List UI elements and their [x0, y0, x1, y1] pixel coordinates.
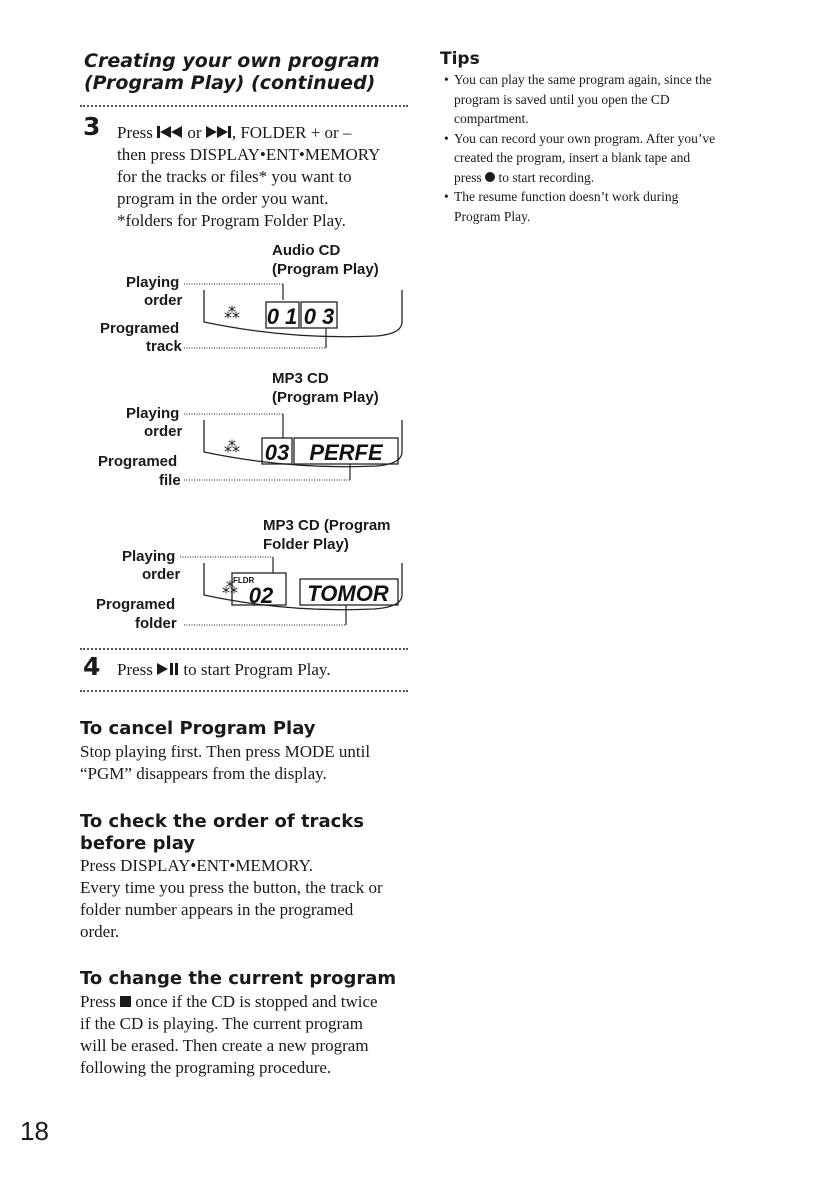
prev-track-icon	[157, 126, 183, 138]
step-3-line3: for the tracks or files* you want to	[117, 167, 352, 186]
stop-icon	[120, 996, 131, 1007]
divider-middle	[80, 648, 408, 650]
divider-bottom	[80, 690, 408, 692]
step-4-text: Press to start Program Play.	[117, 660, 331, 679]
step-3-line2: then press DISPLAY•ENT•MEMORY	[117, 145, 381, 164]
diagram-2-title: MP3 CD (Program Play)	[272, 370, 379, 406]
step-3-line4: program in the order you want.	[117, 189, 329, 208]
play-pause-icon	[157, 663, 179, 675]
tips-heading: Tips	[440, 49, 480, 69]
diagram-3-title: MP3 CD (Program Folder Play)	[263, 517, 391, 553]
step-3-number: 3	[83, 112, 101, 141]
diagram-2-lcd	[180, 408, 480, 498]
diagram-1-disc-icon: ⁂	[224, 305, 240, 322]
record-icon	[485, 172, 495, 182]
diagram-3-label-programed: Programed	[96, 596, 176, 613]
diagram-3-lcd	[176, 551, 476, 641]
cancel-heading: To cancel Program Play	[80, 718, 316, 739]
check-text: Press DISPLAY•ENT•MEMORY. Every time you press the button, the track or folder number appears in the programed order.	[80, 856, 383, 941]
page-number: 18	[20, 1116, 49, 1146]
divider-top	[80, 105, 408, 107]
diagram-3-display-indicator: FLDR	[233, 576, 255, 585]
tip-item: • The resume function doesn’t work during Program Play.	[444, 187, 784, 226]
diagram-3-label-order: order	[142, 566, 181, 583]
step-3-footnote: *folders for Program Folder Play.	[117, 211, 346, 230]
section-title-line1: Creating your own program	[84, 50, 380, 72]
tips-list	[444, 70, 784, 226]
diagram-2-display-left: 03	[264, 440, 290, 465]
diagram-3-display-left: 02	[248, 583, 274, 608]
diagram-2-label-playing: Playing	[126, 405, 180, 422]
diagram-2-label-item: file	[159, 472, 181, 489]
diagram-1-display-right: 0 3	[303, 304, 335, 329]
change-heading: To change the current program	[80, 968, 397, 989]
diagram-1-label-order: order	[144, 292, 183, 309]
step-4-number: 4	[83, 652, 101, 681]
diagram-1-label-item: track	[146, 338, 182, 355]
diagram-1-title: Audio CD (Program Play)	[272, 242, 379, 278]
diagram-3-display-right: TOMOR	[307, 581, 389, 606]
diagram-2-disc-icon: ⁂	[224, 439, 240, 456]
check-heading: To check the order of tracks before play	[80, 811, 364, 854]
diagram-1-label-programed: Programed	[100, 320, 180, 337]
diagram-1-label-playing: Playing	[126, 274, 180, 291]
tip-item: • You can play the same program again, since the program is saved until you open the CD compartment.	[444, 70, 784, 129]
change-text: Press once if the CD is stopped and twice if the CD is playing. The current program will be erased. Then create a new program following the programing procedure.	[80, 992, 378, 1077]
step-3-text	[117, 122, 417, 232]
next-track-icon	[206, 126, 232, 138]
section-title-line2: (Program Play) (continued)	[84, 72, 376, 94]
section-title	[84, 50, 380, 94]
cancel-text: Stop playing first. Then press MODE until “PGM” disappears from the display.	[80, 742, 371, 783]
diagram-1-lcd	[180, 278, 480, 368]
diagram-3-disc-icon: ⁂	[222, 580, 238, 597]
diagram-3-label-playing: Playing	[122, 548, 176, 565]
diagram-2-label-programed: Programed	[98, 453, 178, 470]
step-3-line1: Press or , FOLDER + or –	[117, 123, 352, 142]
diagram-2-label-order: order	[144, 423, 183, 440]
diagram-3-label-item: folder	[135, 615, 177, 632]
diagram-2-display-right: PERFE	[309, 440, 383, 465]
tip-item: • You can record your own program. After you’ve created the program, insert a blank tape and press to start recording.	[444, 129, 784, 188]
diagram-1-display-left: 0 1	[266, 304, 298, 329]
